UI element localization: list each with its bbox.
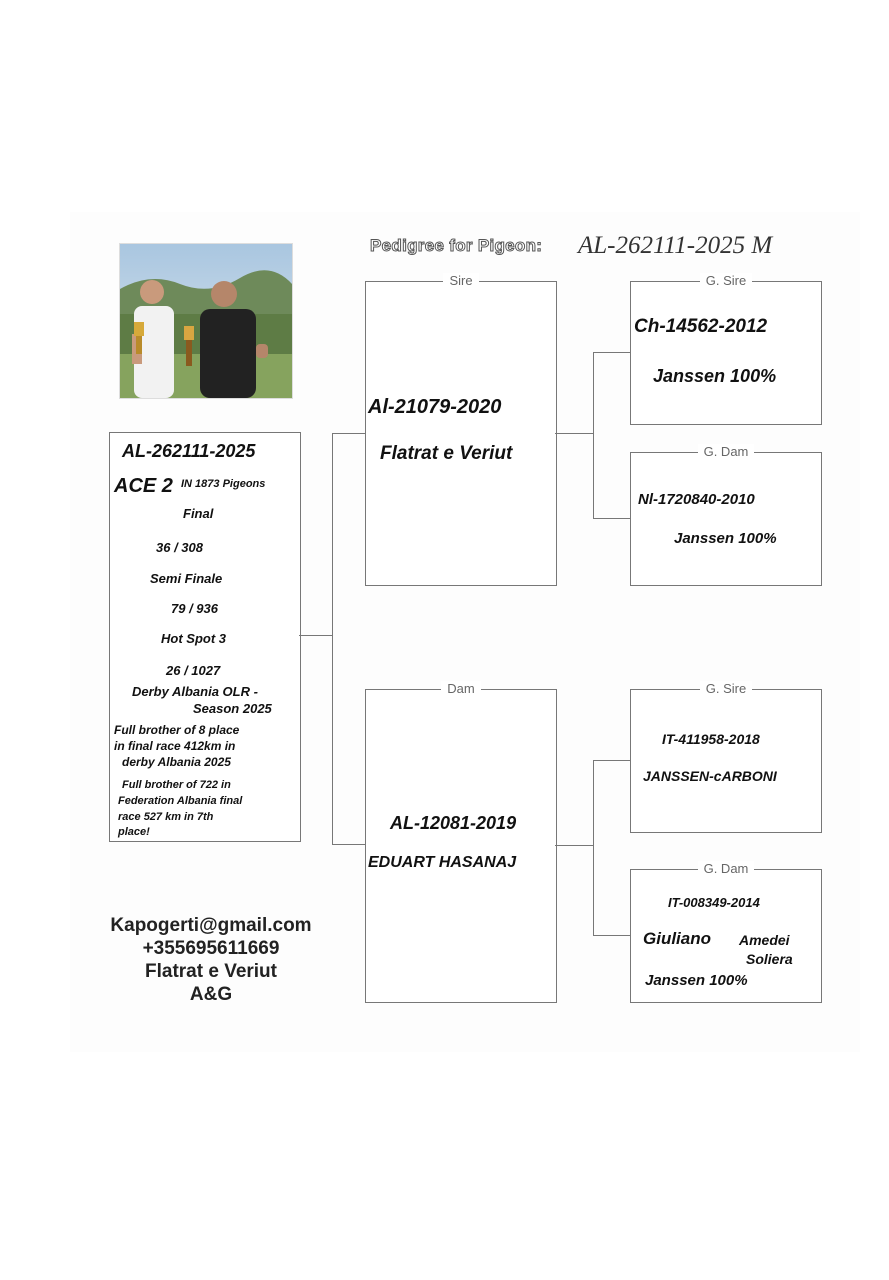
contact-email[interactable]: Kapogerti@gmail.com xyxy=(110,915,312,936)
dam-sire-line: JANSSEN-cARBONI xyxy=(643,768,777,784)
subject-final-label: Final xyxy=(183,506,214,521)
sire-ring: Al-21079-2020 xyxy=(368,396,502,418)
subject-ace-sub: IN 1873 Pigeons xyxy=(181,478,266,490)
pedigree-header-ring: AL-262111-2025 M xyxy=(578,232,773,259)
contact-initials: A&G xyxy=(189,984,233,1005)
subject-note2-line3: race 527 km in 7th xyxy=(118,811,214,823)
sire-sire-line: Janssen 100% xyxy=(653,366,777,386)
dam-sire-title: G. Sire xyxy=(700,681,752,696)
sire-dam-title: G. Dam xyxy=(698,444,755,459)
subject-note1-line1: Full brother of 8 place xyxy=(114,723,240,737)
connector-subject xyxy=(299,635,332,636)
sire-name: Flatrat e Veriut xyxy=(380,443,513,464)
dam-dam-name2: Amedei xyxy=(739,932,790,948)
subject-note1-line2: in final race 412km in xyxy=(114,739,236,753)
subject-hotspot-result: 26 / 1027 xyxy=(166,663,221,678)
sire-box xyxy=(365,273,557,586)
sire-sire-title: G. Sire xyxy=(700,273,752,288)
connector-sire-grandparents xyxy=(593,352,594,518)
contact-loft: Flatrat e Veriut xyxy=(145,961,277,982)
connector-sire-out xyxy=(555,433,593,434)
subject-final-result: 36 / 308 xyxy=(156,540,203,555)
subject-hotspot-label: Hot Spot 3 xyxy=(161,631,226,646)
dam-dam-ring: IT-008349-2014 xyxy=(668,895,760,910)
subject-note2-line1: Full brother of 722 in xyxy=(122,779,231,791)
dam-dam-name1: Giuliano xyxy=(643,929,711,948)
contact-block xyxy=(76,914,346,1006)
subject-note1-line3: derby Albania 2025 xyxy=(122,755,231,769)
subject-note2-line4: place! xyxy=(118,826,150,838)
dam-dam-title: G. Dam xyxy=(698,861,755,876)
subject-ring: AL-262111-2025 xyxy=(122,441,256,461)
sire-title: Sire xyxy=(443,273,478,288)
dam-dam-line: Janssen 100% xyxy=(645,972,748,989)
connector-parents-vertical xyxy=(332,433,333,844)
connector-to-sire-sire xyxy=(593,352,630,353)
contact-phone[interactable]: +355695611669 xyxy=(142,938,280,959)
subject-event-line2: Season 2025 xyxy=(193,701,272,716)
connector-to-sire-dam xyxy=(593,518,630,519)
sire-sire-ring: Ch-14562-2012 xyxy=(634,316,768,337)
dam-title: Dam xyxy=(441,681,480,696)
dam-ring: AL-12081-2019 xyxy=(390,813,517,833)
sire-sire-box xyxy=(630,273,822,425)
dam-sire-ring: IT-411958-2018 xyxy=(662,731,760,747)
connector-dam-out xyxy=(555,845,593,846)
dam-name: EDUART HASANAJ xyxy=(368,854,517,871)
connector-to-dam xyxy=(332,844,365,845)
subject-note2-line2: Federation Albania final xyxy=(118,795,243,807)
sire-dam-box xyxy=(630,444,822,586)
sire-dam-ring: Nl-1720840-2010 xyxy=(638,491,755,508)
dam-dam-name3: Soliera xyxy=(746,951,793,967)
owners-photo-illustration xyxy=(120,244,292,398)
connector-to-sire xyxy=(332,433,365,434)
dam-sire-box xyxy=(630,681,822,833)
subject-semi-label: Semi Finale xyxy=(150,571,223,586)
pedigree-header-label: Pedigree for Pigeon: xyxy=(370,236,543,255)
subject-ace-title: ACE 2 xyxy=(114,475,173,497)
dam-box xyxy=(365,681,557,1003)
subject-semi-result: 79 / 936 xyxy=(171,601,218,616)
connector-to-dam-sire xyxy=(593,760,630,761)
connector-dam-grandparents xyxy=(593,760,594,935)
owners-photo xyxy=(119,243,293,399)
subject-event-line1: Derby Albania OLR - xyxy=(132,684,258,699)
sire-dam-line: Janssen 100% xyxy=(674,530,777,547)
connector-to-dam-dam xyxy=(593,935,630,936)
